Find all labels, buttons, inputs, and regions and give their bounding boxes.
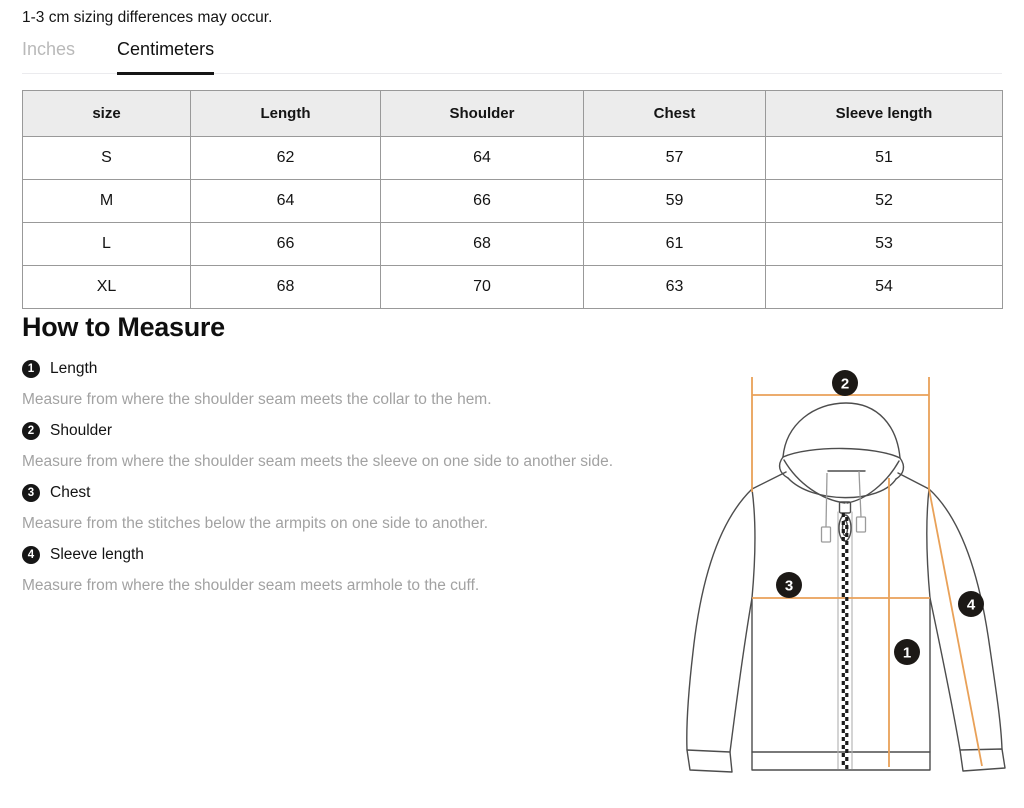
table-row: [23, 180, 1003, 223]
svg-text:1: 1: [902, 644, 912, 662]
cell-chest: 57: [584, 137, 766, 180]
how-to-measure-title: How to Measure: [22, 312, 225, 342]
measure-item-1-label: Length: [50, 360, 98, 377]
unit-tabs: [22, 39, 1002, 74]
cell-sleeve-length: 53: [766, 223, 1003, 266]
diagram-badge-3: [776, 572, 802, 598]
svg-text:4: 4: [966, 596, 976, 614]
measure-item-3-badge: 3: [22, 484, 40, 502]
table-row: [23, 266, 1003, 309]
list-item: [22, 484, 667, 533]
measure-item-3-label: Chest: [50, 484, 91, 501]
measure-item-1-badge: 1: [22, 360, 40, 378]
measure-item-4-description: Measure from where the shoulder seam meets armhole to the cuff.: [22, 577, 480, 594]
col-header-shoulder: Shoulder: [381, 91, 584, 137]
cell-shoulder: 64: [381, 137, 584, 180]
list-item: [22, 422, 667, 471]
measure-item-1-description: Measure from where the shoulder seam meets the collar to the hem.: [22, 391, 492, 408]
measurement-lines: [752, 377, 982, 767]
cell-length: 66: [191, 223, 381, 266]
cell-size: M: [23, 180, 191, 223]
cell-chest: 61: [584, 223, 766, 266]
col-header-sleeve-length: Sleeve length: [766, 91, 1003, 137]
measure-item-3-description: Measure from the stitches below the armpits on one side to another.: [22, 515, 489, 532]
cell-length: 62: [191, 137, 381, 180]
cell-length: 68: [191, 266, 381, 309]
zipper-teeth: [843, 513, 847, 769]
cell-size: XL: [23, 266, 191, 309]
cell-sleeve-length: 51: [766, 137, 1003, 180]
sizing-note: 1-3 cm sizing differences may occur.: [22, 9, 273, 26]
cell-shoulder: 70: [381, 266, 584, 309]
diagram-badge-2: [832, 370, 858, 396]
tab-inches[interactable]: Inches: [22, 39, 76, 59]
hoodie-outline: [687, 403, 1005, 772]
measure-item-2-description: Measure from where the shoulder seam meets the sleeve on one side to another side.: [22, 453, 614, 470]
table-row: [23, 223, 1003, 266]
svg-text:2: 2: [840, 375, 850, 393]
measure-item-4-label: Sleeve length: [50, 546, 144, 563]
cell-length: 64: [191, 180, 381, 223]
table-header-row: [23, 91, 1003, 137]
cell-sleeve-length: 52: [766, 180, 1003, 223]
measure-item-4-badge: 4: [22, 546, 40, 564]
size-chart-table: [22, 90, 1003, 309]
cell-size: S: [23, 137, 191, 180]
cell-chest: 63: [584, 266, 766, 309]
cell-shoulder: 66: [381, 180, 584, 223]
table-row: [23, 137, 1003, 180]
measure-item-2-label: Shoulder: [50, 422, 113, 439]
diagram-badge-1: [894, 639, 920, 665]
hoodie-measurement-diagram: [660, 360, 1024, 790]
measure-instructions-list: [22, 360, 667, 608]
cell-chest: 59: [584, 180, 766, 223]
cell-sleeve-length: 54: [766, 266, 1003, 309]
svg-text:3: 3: [784, 577, 794, 595]
col-header-chest: Chest: [584, 91, 766, 137]
cell-shoulder: 68: [381, 223, 584, 266]
cell-size: L: [23, 223, 191, 266]
col-header-size: size: [23, 91, 191, 137]
list-item: [22, 546, 667, 595]
diagram-badge-4: [958, 591, 984, 617]
list-item: [22, 360, 667, 409]
measure-item-2-badge: 2: [22, 422, 40, 440]
col-header-length: Length: [191, 91, 381, 137]
tab-centimeters[interactable]: Centimeters: [117, 39, 214, 75]
